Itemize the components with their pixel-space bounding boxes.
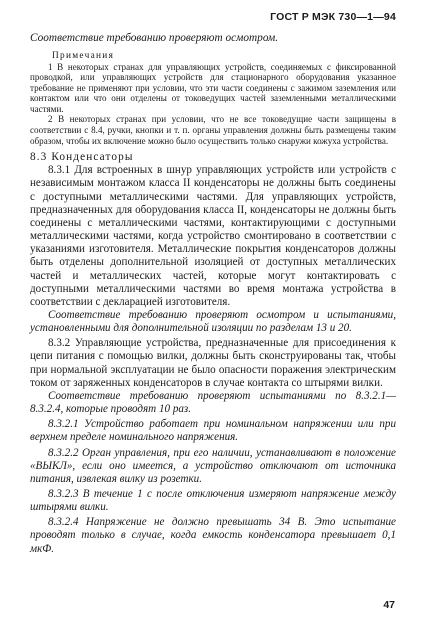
page-number: 47 — [383, 599, 395, 611]
note-2: 2 В некоторых странах при условии, что не все токоведущие части защищены в соответствии с 8.4, ручки, кнопки и т. п. органы управления должны быть размещены таким образом, чтобы их включение можно было осуществить только снаружи кожуха устройства. — [30, 114, 396, 146]
paragraph-8-3-2-3: 8.3.2.3 В течение 1 с после отключения измеряют напряжение между штырями вилки. — [30, 488, 396, 514]
paragraph-8-3-2: 8.3.2 Управляющие устройства, предназначенные для присоединения к цепи питания с помощью вилки, должны быть сконструированы так, чтобы при нормальной эксплуатации не было опасности поражения электрическим током от заряженных конденсаторов в случае контакта со штырями вилки. — [30, 337, 396, 389]
paragraph-8-3-1-check: Соответствие требованию проверяют осмотром и испытаниями, установленными для дополнительной изоляции по разделам 13 и 20. — [30, 308, 396, 335]
paragraph-8-3-2-1: 8.3.2.1 Устройство работает при номинальном напряжении или при верхнем пределе номинального напряжения. — [30, 418, 396, 444]
section-title: 8.3 Конденсаторы — [30, 151, 134, 164]
paragraph-8-3-1: 8.3.1 Для встроенных в шнур управляющих устройств или устройств с независимым монтажом класса II конденсаторы не должны быть соединены с доступными металлическими частями. Для управляющих устройств, предназначенных для оборудования класса II, конденсаторы не должны быть соединены с металлическими частями, контактирующими с доступными металлическими частями, когда устройство смонтировано в соответствии с указаниями изготовителя. Металлические покрытия конденсаторов должны быть отделены дополнительной изоляцией от доступных металлических частей и металлических частей, которые могут контактировать с доступными металлическими частями во время монтажа устройства в соответствии с декларацией изготовителя. — [30, 164, 396, 308]
paragraph-8-3-2-4: 8.3.2.4 Напряжение не должно превышать 34 В. Это испытание проводят только в случае, когда емкость конденсатора превышает 0,1 мкФ. — [30, 516, 396, 555]
note-1: 1 В некоторых странах для управляющих устройств, соединяемых с фиксированной проводкой, или управляющих устройств для стационарного оборудования указанное требование не применяют при условии, что эти части соединены с зажимом заземления или контактом или что они отделены от токоведущих частей заземленными металлическими частями. — [30, 61, 396, 114]
notes-title: Примечания — [52, 50, 115, 61]
paragraph-8-3-2-2: 8.3.2.2 Орган управления, при его наличии, устанавливают в положение «ВЫКЛ», если оно имеется, а устройство отключают от источника питания, извлекая вилку из розетки. — [30, 446, 396, 485]
paragraph-8-3-2-check: Соответствие требованию проверяют испытаниями по 8.3.2.1—8.3.2.4, которые проводят 10 раз. — [30, 389, 396, 416]
compliance-check-text: Соответствие требованию проверяют осмотром. — [30, 32, 279, 44]
document-code-header: ГОСТ Р МЭК 730—1—94 — [270, 11, 396, 23]
page-body — [30, 32, 396, 556]
